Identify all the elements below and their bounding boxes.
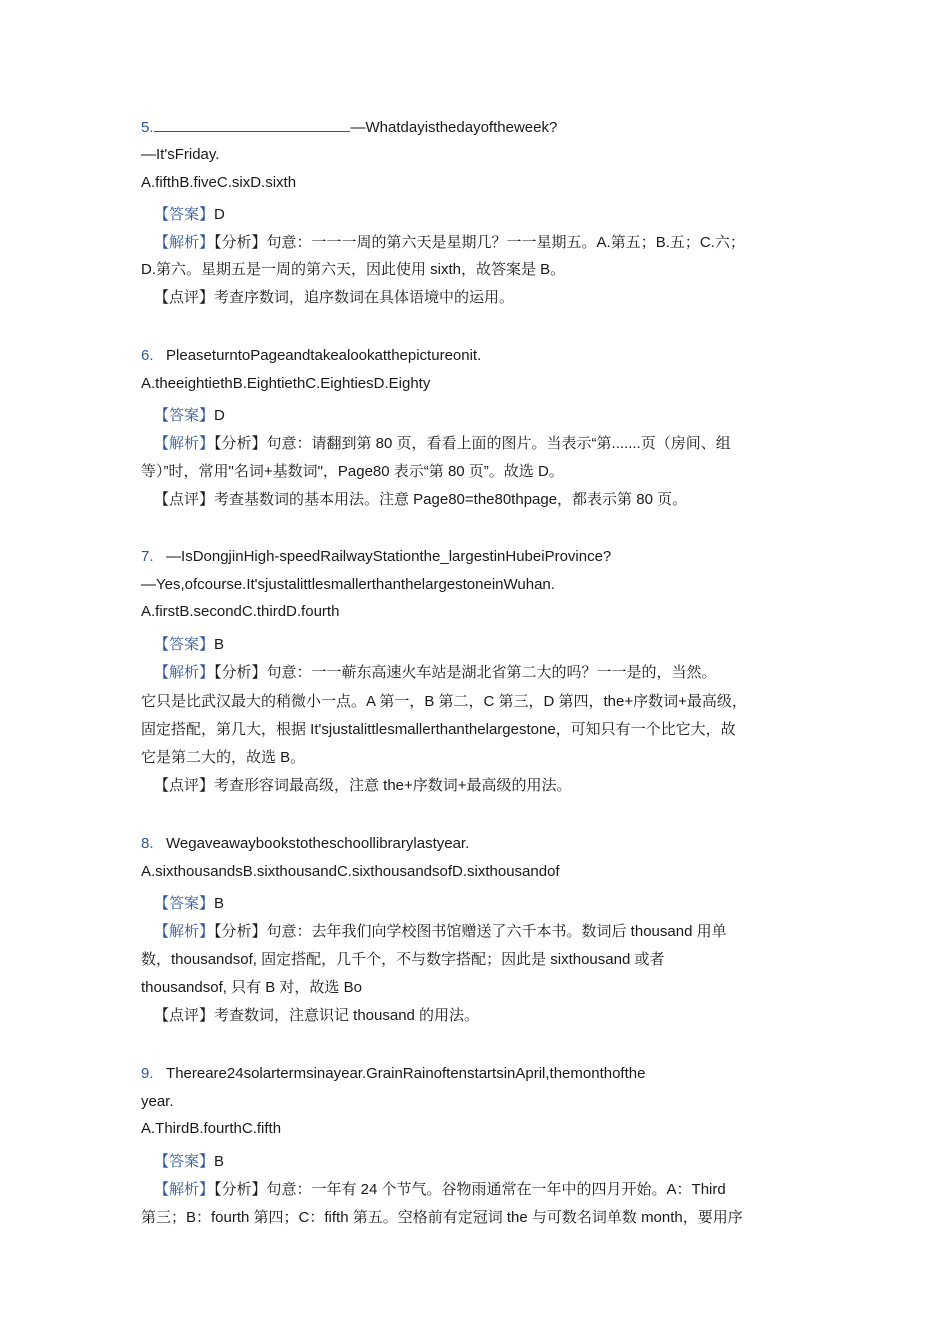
question-5-answer [154, 205, 834, 225]
question-7-answer [154, 635, 834, 655]
analysis-tag: 【解析】 [154, 1181, 215, 1198]
question-5-analysis [154, 233, 834, 253]
analysis-text: 【分析】句意：请翻到第 80 页，看看上面的图片。当表示“第.......页（房间、组 [214, 435, 731, 452]
question-7-analysis2: 它只是比武汉最大的稍微小一点。A 第一，B 第二，C 第三，D 第四，the+序数词+最高级， [141, 693, 747, 710]
question-6-analysis [154, 434, 834, 454]
question-7-options: A.firstB.secondC.thirdD.fourth [141, 603, 340, 620]
question-number: 9. [141, 1065, 154, 1082]
analysis-tag: 【解析】 [154, 435, 215, 452]
analysis-text: 【分析】句意：一一一周的第六天是星期几？一一星期五。A.第五；B.五；C.六； [214, 234, 745, 251]
question-7-analysis [154, 663, 834, 683]
question-9-options: A.ThirdB.fourthC.fifth [141, 1120, 282, 1137]
answer-blank [154, 117, 350, 132]
question-5-stem [141, 117, 821, 138]
analysis-tag: 【解析】 [154, 664, 215, 681]
question-text: Wegaveawaybookstotheschoollibrarylastyear. [166, 835, 470, 852]
question-6-answer [154, 406, 834, 426]
answer-tag: 【答案】 [154, 895, 215, 912]
question-6-comment: 【点评】考查基数词的基本用法。注意 Page80=the80thpage，都表示第 80 页。 [154, 491, 688, 508]
question-8-options: A.sixthousandsB.sixthousandC.sixthousandsofD.sixthousandof [141, 863, 560, 880]
question-9-answer [154, 1152, 834, 1172]
answer-value: B [214, 636, 225, 653]
question-5-comment: 【点评】考查序数词，追序数词在具体语境中的运用。 [154, 289, 515, 306]
analysis-tag: 【解析】 [154, 923, 215, 940]
answer-tag: 【答案】 [154, 206, 215, 223]
question-7-stem [141, 547, 821, 567]
answer-value: B [214, 1153, 225, 1170]
question-8-stem [141, 834, 821, 854]
question-number: 8. [141, 835, 154, 852]
question-8-analysis2: 数，thousandsof, 固定搭配，几千个，不与数字搭配；因此是 sixthousand 或者 [141, 951, 665, 968]
question-8-analysis3: thousandsof, 只有 B 对，故选 Bo [141, 979, 362, 996]
question-5-options: A.fifthB.fiveC.sixD.sixth [141, 174, 297, 191]
question-9-stem [141, 1064, 821, 1084]
question-7-analysis4: 它是第二大的，故选 B。 [141, 749, 306, 766]
question-number: 7. [141, 548, 154, 565]
question-6-options: A.theeightiethB.EightiethC.EightiesD.Eighty [141, 375, 431, 392]
question-7-comment: 【点评】考查形容词最高级，注意 the+序数词+最高级的用法。 [154, 777, 572, 794]
answer-tag: 【答案】 [154, 636, 215, 653]
question-9-stem2: year. [141, 1093, 174, 1110]
question-number: 5. [141, 119, 154, 136]
question-7-stem2: —Yes,ofcourse.It'sjustalittlesmallerthanthelargestoneinWuhan. [141, 576, 555, 593]
question-6-stem [141, 346, 821, 366]
question-7-analysis3: 固定搭配，第几大，根据 It'sjustalittlesmallerthanthelargestone，可知只有一个比它大，故 [141, 721, 736, 738]
question-8-comment: 【点评】考查数词，注意识记 thousand 的用法。 [154, 1007, 480, 1024]
question-5-stem2: —It'sFriday. [141, 146, 220, 163]
question-6-analysis2: 等）”时，常用"名词+基数词"，Page80 表示“第 80 页”。故选 D。 [141, 463, 564, 480]
answer-tag: 【答案】 [154, 1153, 215, 1170]
analysis-text: 【分析】句意：一年有 24 个节气。谷物雨通常在一年中的四月开始。A：Third [214, 1181, 726, 1198]
question-text: PleaseturntoPageandtakealookatthepictureonit. [166, 347, 482, 364]
question-9-analysis2: 第三；B：fourth 第四；C：fifth 第五。空格前有定冠词 the 与可数名词单数 month，要用序 [141, 1209, 743, 1226]
question-text: —Whatdayisthedayoftheweek? [350, 119, 558, 136]
answer-value: D [214, 206, 225, 223]
question-number: 6. [141, 347, 154, 364]
question-8-answer [154, 894, 834, 914]
question-8-analysis [154, 922, 834, 942]
question-9-analysis [154, 1180, 834, 1200]
answer-value: D [214, 407, 225, 424]
analysis-tag: 【解析】 [154, 234, 215, 251]
analysis-text: 【分析】句意：去年我们向学校图书馆赠送了六千本书。数词后 thousand 用单 [214, 923, 727, 940]
question-5-analysis2: D.第六。星期五是一周的第六天，因此使用 sixth，故答案是 B。 [141, 261, 566, 278]
question-text: —IsDongjinHigh-speedRailwayStationthe_largestinHubeiProvince? [166, 548, 612, 565]
answer-value: B [214, 895, 225, 912]
answer-tag: 【答案】 [154, 407, 215, 424]
question-text: Thereare24solartermsinayear.GrainRainoftenstartsinApril,themonthofthe [166, 1065, 646, 1082]
analysis-text: 【分析】句意：一一蕲东高速火车站是湖北省第二大的吗？一一是的，当然。 [214, 664, 717, 681]
